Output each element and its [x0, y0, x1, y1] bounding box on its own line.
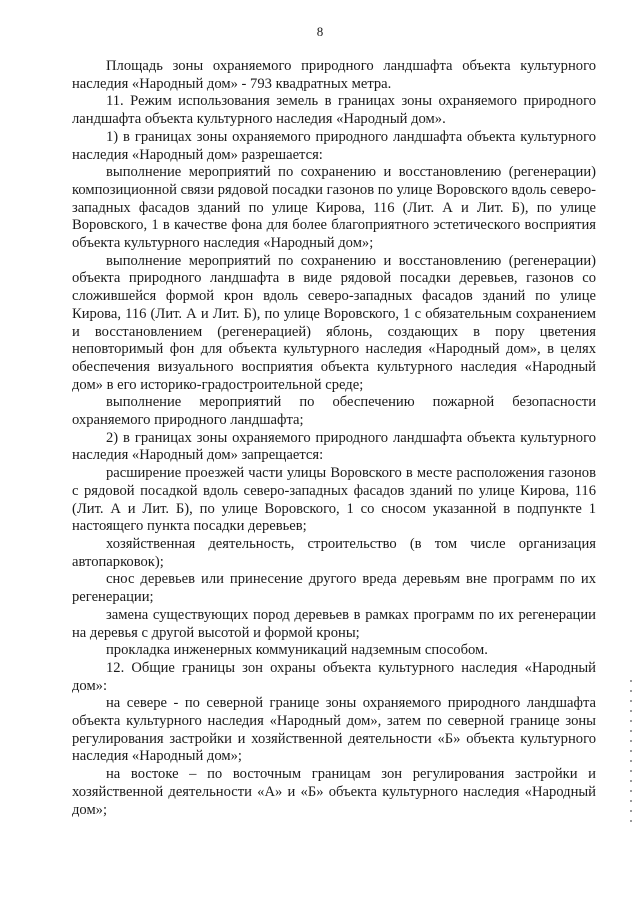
paragraph-forbidden-item-utilities: прокладка инженерных коммуникаций надземным способом. [106, 642, 488, 659]
paragraph-allowed-item-lawns: выполнение мероприятий по сохранению и восстановлению (регенерации) композиционной связи рядовой посадки газонов по улице Воровского вдоль северо-западных фасадов зданий по улице Кирова, 116 (Лит. А и Лит. Б), по улице Воровского, 1 в качестве фона для более благоприятного эстетического восприятия объекта культурного наследия «Народный дом»; [72, 164, 596, 252]
paragraph-allowed-item-trees: выполнение мероприятий по сохранению и восстановлению (регенерации) объекта природного ландшафта в виде рядовой посадки деревьев, газонов со сложившейся формой крон вдоль северо-западных фасадов зданий по улице Кирова, 116 (Лит. А и Лит. Б), по улице Воровского, 1 с обязательным сохранением и восстановлением (регенерацией) яблонь, создающих в пору цветения неповторимый фон для объекта культурного наследия «Народный дом», в целях обеспечения визуального восприятия объекта культурного наследия «Народный дом» в его историко-градостроительной среде; [72, 252, 596, 393]
paragraph-boundary-east: на востоке – по восточным границам зон регулирования застройки и хозяйственной деятельности «А» и «Б» объекта культурного наследия «Народный дом»; [72, 766, 596, 818]
paragraph-forbidden-item-construction: хозяйственная деятельность, строительство (в том числе организация автопарковок); [72, 535, 596, 570]
paragraph-boundary-north: на севере - по северной границе зоны охраняемого природного ландшафта объекта культурного наследия «Народный дом», затем по северной границе зоны регулирования застройки и хозяйственной деятельности «Б» объекта культурного наследия «Народный дом»; [72, 695, 596, 765]
paragraph-forbidden-item-road: расширение проезжей части улицы Воровского в месте расположения газонов с рядовой посадкой вдоль северо-западных фасадов зданий по улице Кирова, 116 (Лит. А и Лит. Б), по улице Воровского, 1 со сносом указанной в подпункте 1 настоящего пункта посадки деревьев; [72, 465, 596, 535]
paragraph-section-12-heading: 12. Общие границы зон охраны объекта культурного наследия «Народный дом»: [72, 659, 596, 694]
document-body [72, 58, 596, 819]
scan-edge-marks [630, 680, 632, 830]
paragraph-area-note: Площадь зоны охраняемого природного ландшафта объекта культурного наследия «Народный дом» - 793 квадратных метра. [72, 58, 596, 92]
paragraph-section-11-heading: 11. Режим использования земель в границах зоны охраняемого природного ландшафта объекта культурного наследия «Народный дом». [72, 93, 596, 128]
paragraph-forbidden-heading: 2) в границах зоны охраняемого природного ландшафта объекта культурного наследия «Народный дом» запрещается: [72, 429, 596, 464]
page-number: 8 [316, 24, 324, 39]
paragraph-allowed-item-fire-safety: выполнение мероприятий по обеспечению пожарной безопасности охраняемого природного ландшафта; [72, 394, 596, 429]
paragraph-allowed-heading: 1) в границах зоны охраняемого природного ландшафта объекта культурного наследия «Народный дом» разрешается: [72, 128, 596, 163]
paragraph-forbidden-item-species: замена существующих пород деревьев в рамках программ по их регенерации на деревья с другой высотой и формой кроны; [72, 606, 596, 641]
paragraph-forbidden-item-tree-removal: снос деревьев или принесение другого вреда деревьям вне программ по их регенерации; [72, 571, 596, 606]
